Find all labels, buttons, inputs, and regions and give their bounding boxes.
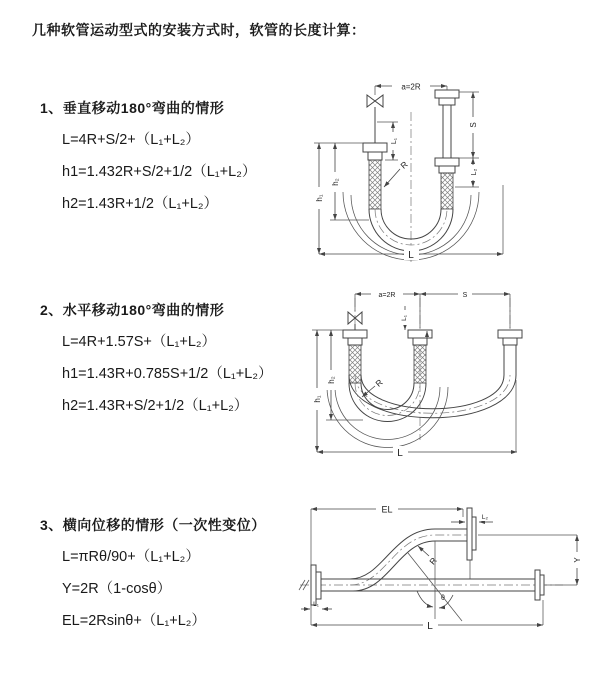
formula-h1: h1=1.432R+S/2+1/2（L₁+L₂）: [62, 164, 257, 180]
flange-nut: [368, 152, 382, 160]
formula-h2: h2=1.43R+1/2（L₁+L₂）: [62, 196, 219, 212]
dim-label-l: L: [397, 448, 403, 459]
dim-label-l1: L₁: [401, 315, 408, 321]
extension-lines: [355, 294, 510, 328]
flange-nut: [316, 572, 321, 599]
dim-label-r: R: [427, 555, 439, 567]
flange: [311, 565, 316, 605]
dim-label-el: EL: [381, 504, 393, 515]
formula-h1: h1=1.43R+0.785S+1/2（L₁+L₂）: [62, 366, 273, 382]
pipe-stem: [443, 105, 451, 158]
hose-wide-inner-wall: [361, 375, 504, 409]
diagram-horizontal-u-bend: [305, 280, 600, 460]
dim-label-s: S: [462, 292, 468, 299]
dim-label-h1: h₁: [313, 395, 322, 403]
formula-Y: Y=2R（1-cosθ）: [62, 581, 172, 597]
formula-L: L=4R+S/2+（L₁+L₂）: [62, 132, 200, 148]
valve-icon: [367, 95, 383, 107]
flange: [467, 508, 472, 560]
dim-label-s: S: [469, 122, 478, 128]
flange: [435, 90, 459, 98]
dim-label-l: L: [427, 621, 433, 632]
flange-nut: [439, 166, 455, 173]
flange: [408, 330, 432, 338]
section-heading: 3、横向位移的情形（一次性变位）: [40, 517, 266, 533]
page-title: 几种软管运动型式的安装方式时，软管的长度计算：: [32, 22, 366, 38]
flange-nut: [503, 338, 517, 345]
dim-label-l1: L₁: [313, 601, 319, 608]
flange: [343, 330, 367, 338]
dim-label-h2: h₂: [331, 178, 340, 186]
section-heading: 1、垂直移动180°弯曲的情形: [40, 100, 225, 116]
pipe-stem: [504, 345, 516, 375]
angle-arc-left: [417, 591, 433, 607]
radius-leader: [418, 546, 429, 556]
centerline-curve: [350, 535, 467, 585]
dim-label-l2: L₂: [481, 514, 489, 521]
hose-curve-lower-wall: [353, 541, 467, 591]
dim-label-h1: h₁: [315, 194, 324, 202]
diagram2-svg: [305, 280, 600, 460]
formula-list: [40, 546, 266, 632]
braided-hose: [414, 345, 426, 383]
dim-label-a2r: a=2R: [378, 292, 396, 299]
dim-label-l: L: [408, 250, 414, 261]
section-horizontal-180: [40, 300, 272, 427]
formula-h2: h2=1.43R+S/2+1/2（L₁+L₂）: [62, 398, 249, 414]
flange-nut: [540, 575, 544, 595]
formula-L: L=πRθ/90+（L₁+L₂）: [62, 549, 200, 565]
formula-list: [40, 331, 272, 417]
diagram3-svg: [295, 495, 595, 640]
flange-nut: [348, 338, 362, 345]
dim-label-a2r: a=2R: [401, 82, 421, 92]
centerlines: [355, 298, 510, 440]
dim-label-h2: h₂: [327, 376, 336, 384]
formula-L: L=4R+1.57S+（L₁+L₂）: [62, 334, 217, 350]
flange: [498, 330, 522, 338]
braided-hose: [369, 160, 381, 209]
diagram-vertical-u-bend: [305, 70, 590, 265]
flange-nut: [472, 517, 476, 550]
formula-EL: EL=2Rsinθ+（L₁+L₂）: [62, 613, 206, 629]
section-heading: 2、水平移动180°弯曲的情形: [40, 302, 225, 318]
dim-label-y: Y: [573, 557, 582, 563]
angle-label-theta: θ: [441, 595, 445, 602]
dim-label-r: R: [373, 377, 385, 389]
diagram1-svg: [305, 70, 590, 265]
formula-list: [40, 129, 256, 215]
diagram-lateral-displacement: [295, 495, 595, 640]
section-lateral-displacement: [40, 515, 266, 642]
flange: [363, 143, 387, 152]
extension-lines: [478, 535, 577, 585]
flange-nut: [413, 338, 427, 345]
hose-centerline-arc: [355, 383, 420, 415]
braided-hose: [441, 173, 453, 209]
dim-label-l1: L₁: [391, 137, 398, 145]
braided-hose: [349, 345, 361, 383]
flange-nut: [439, 98, 455, 105]
flange: [535, 570, 540, 600]
dim-label-l2: L₂: [471, 168, 478, 176]
hose-inner-wall: [361, 383, 414, 410]
radius-leader: [384, 169, 400, 187]
section-vertical-180: [40, 98, 256, 225]
dim-label-r: R: [398, 159, 410, 171]
flange: [435, 158, 459, 166]
